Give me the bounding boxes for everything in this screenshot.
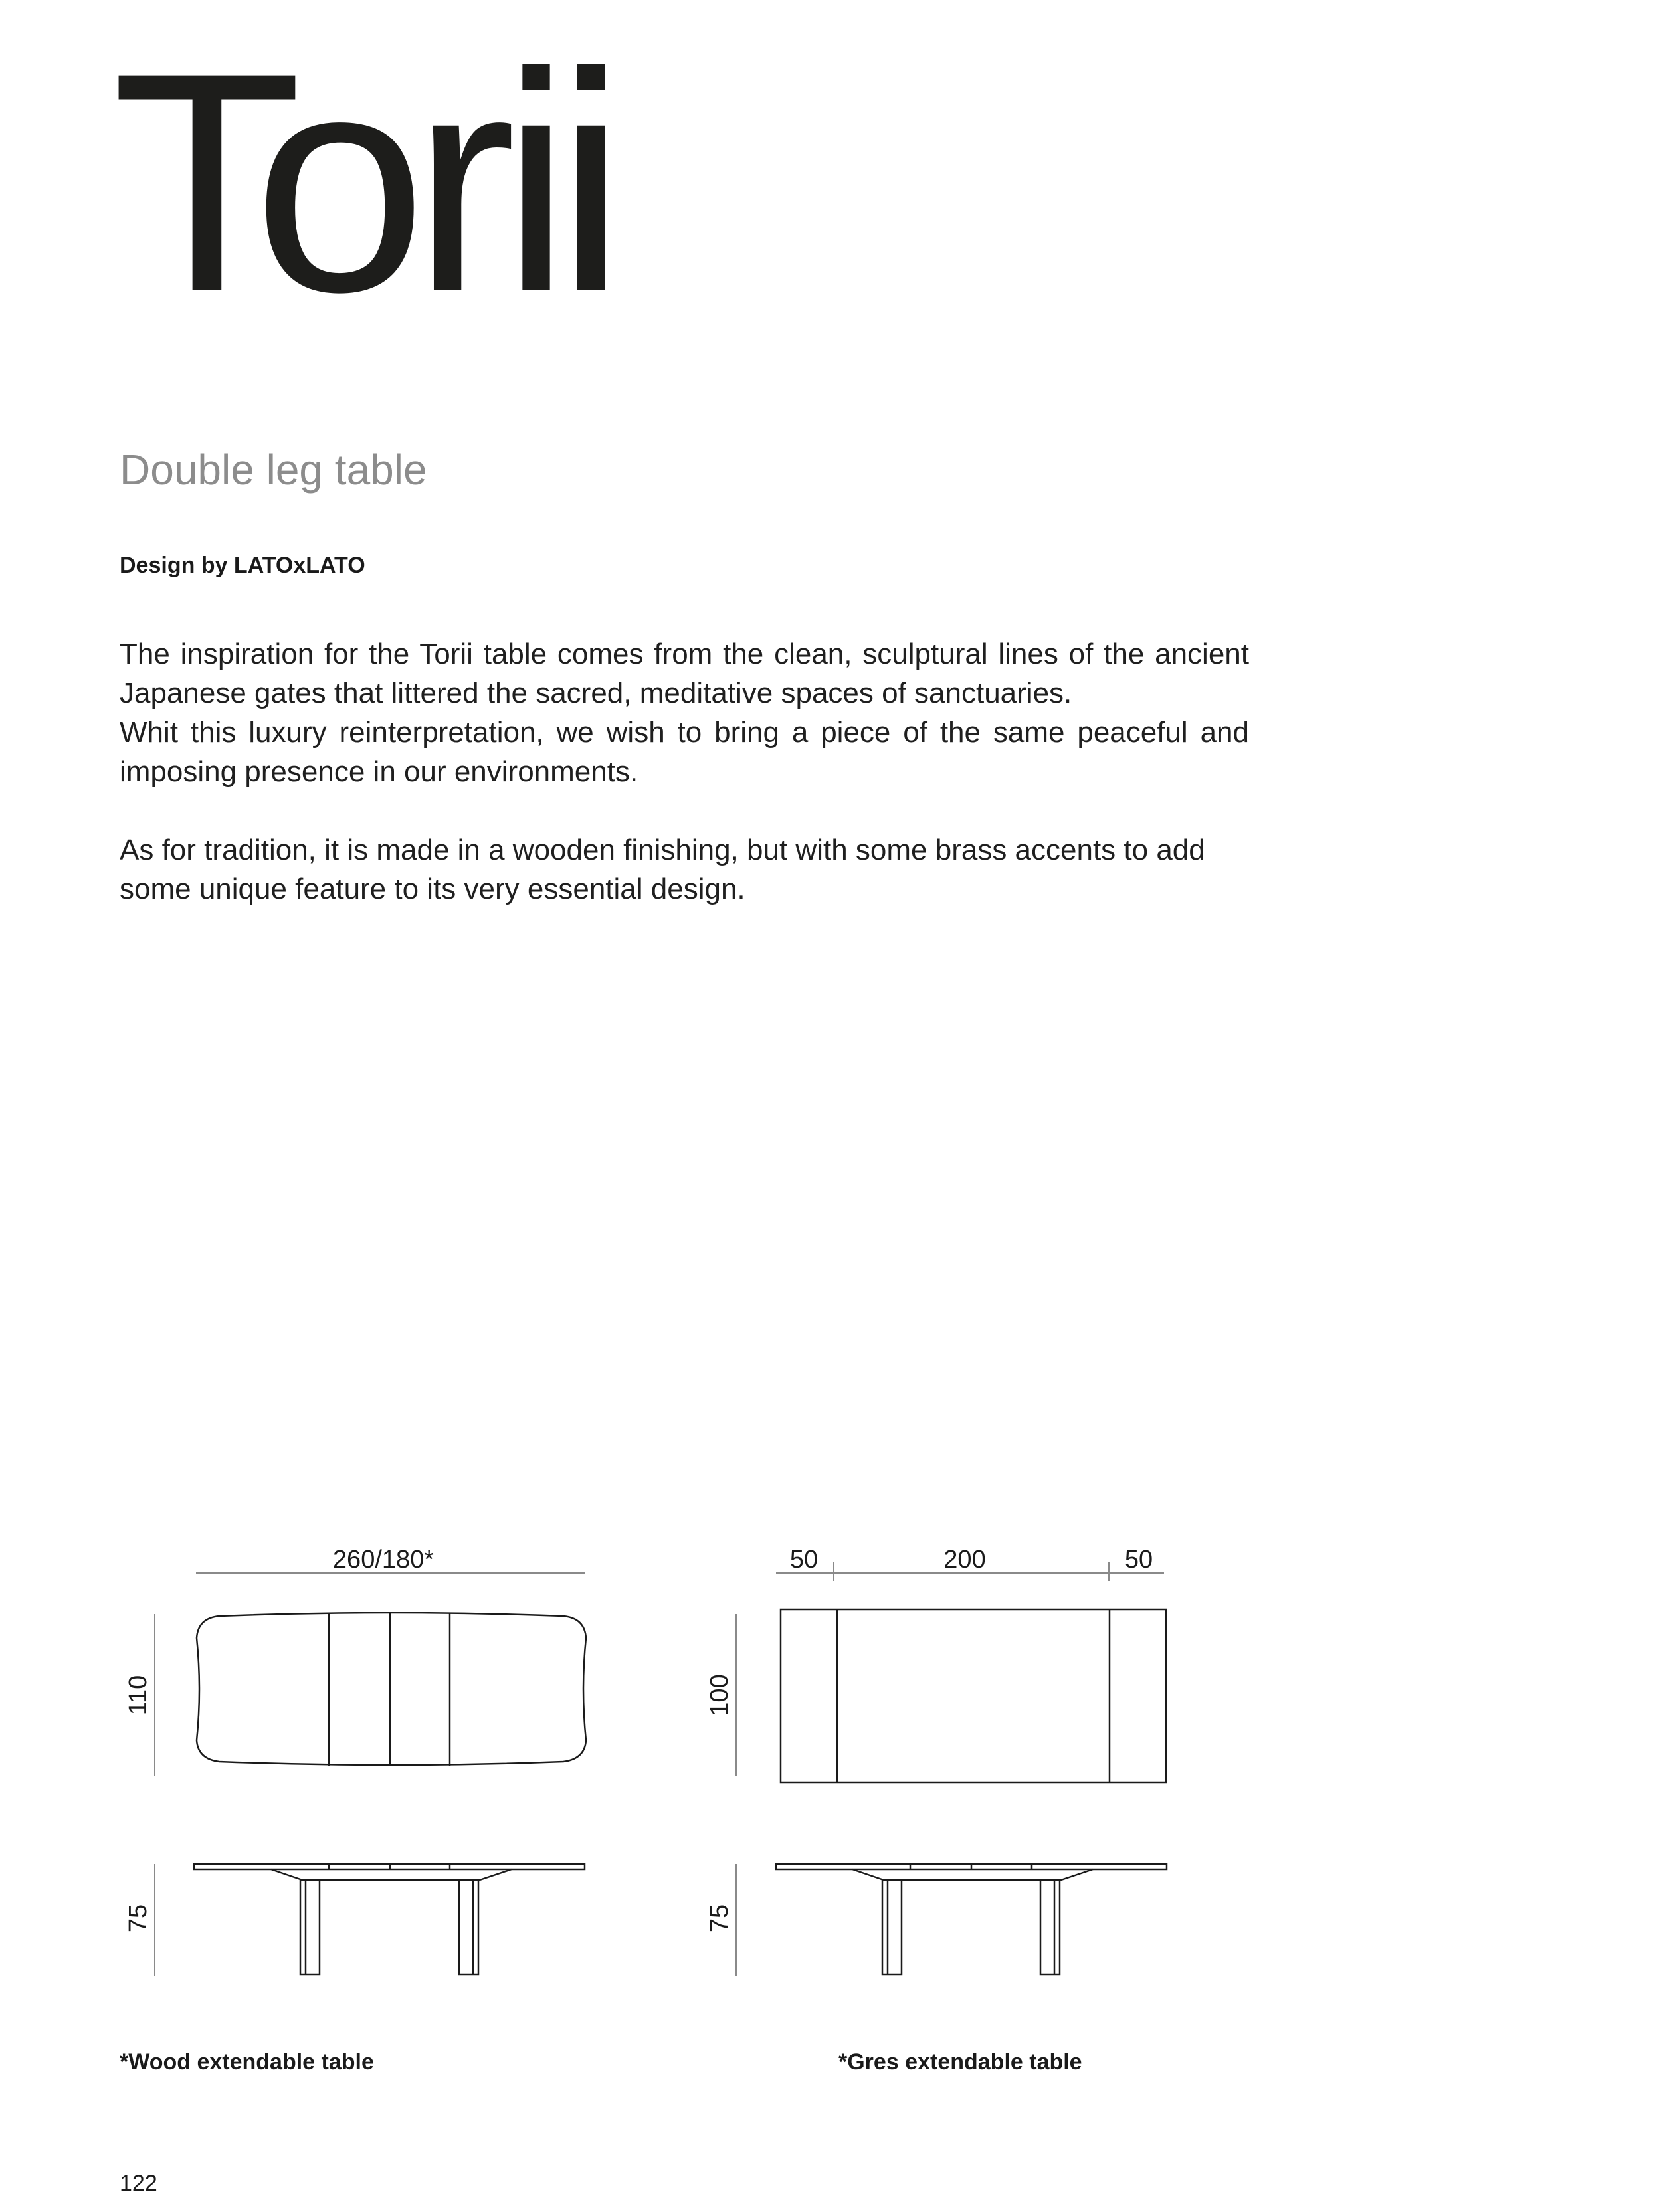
wood-height-label: 75 bbox=[124, 1904, 152, 1933]
gres-leg bbox=[882, 1880, 902, 1974]
gres-table-top-view bbox=[736, 1562, 1166, 1782]
wood-leg bbox=[459, 1880, 478, 1974]
gres-end-left-label: 50 bbox=[789, 1546, 819, 1574]
gres-tabletop-edge bbox=[776, 1864, 1167, 1869]
gres-apron bbox=[852, 1869, 1093, 1880]
gres-width-label: 100 bbox=[706, 1674, 733, 1716]
gres-height-label: 75 bbox=[706, 1904, 733, 1933]
wood-tabletop-edge bbox=[194, 1864, 585, 1869]
wood-table-side-view bbox=[155, 1864, 585, 1976]
description-paragraph: Whit this luxury reinterpretation, we wish to bring a piece of the same peaceful and imposing presence in our environments. bbox=[120, 716, 1249, 788]
gres-center-label: 200 bbox=[943, 1546, 986, 1574]
wood-table-top-view bbox=[155, 1573, 586, 1776]
page-subtitle: Double leg table bbox=[120, 446, 427, 494]
wood-length-label: 260/180* bbox=[332, 1546, 435, 1574]
gres-table-caption: *Gres extendable table bbox=[838, 2049, 1082, 2074]
gres-table-side-view bbox=[736, 1864, 1167, 1976]
wood-width-label: 110 bbox=[124, 1675, 152, 1716]
description-paragraph: As for tradition, it is made in a wooden finishing, but with some brass accents to add some unique feature to its very essential design. bbox=[120, 834, 1205, 905]
product-description bbox=[120, 634, 1249, 909]
gres-leg bbox=[1040, 1880, 1060, 1974]
page-number: 122 bbox=[120, 2171, 157, 2196]
wood-leg bbox=[300, 1880, 320, 1974]
wood-table-caption: *Wood extendable table bbox=[120, 2049, 374, 2074]
gres-end-right-label: 50 bbox=[1124, 1546, 1153, 1574]
wood-table-outline bbox=[197, 1613, 586, 1765]
wood-apron bbox=[271, 1869, 512, 1880]
description-paragraph: The inspiration for the Torii table comes from the clean, sculptural lines of the ancient Japanese gates that littered the sacred, meditative spaces of sanctuaries. bbox=[120, 638, 1249, 709]
gres-table-outline bbox=[781, 1610, 1166, 1782]
designer-credit: Design by LATOxLATO bbox=[120, 553, 365, 578]
page-title: Torii bbox=[112, 8, 611, 357]
